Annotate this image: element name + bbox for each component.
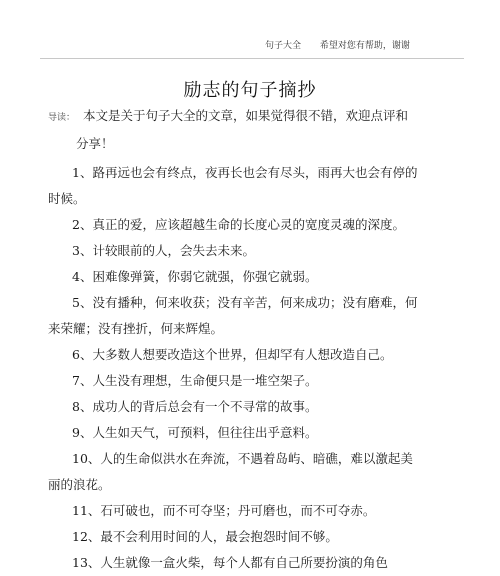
quote-item-5: 5、没有播种，何来收获；没有辛苦，何来成功；没有磨难，何来荣耀；没有挫折，何来辉煌。 [48,295,418,336]
quote-item-12: 12、最不会利用时间的人，最会抱怨时间不够。 [72,529,338,544]
quote-item-8: 8、成功人的背后总会有一个不寻常的故事。 [72,399,318,414]
quote-item-3: 3、计较眼前的人，会失去未来。 [72,243,255,258]
quote-item-13: 13、人生就像一盒火柴，每个人都有自己所要扮演的角色 [72,555,388,570]
quote-item-9: 9、人生如天气，可预料，但往往出乎意料。 [72,425,318,440]
quote-item-11: 11、石可破也，而不可夺坚；丹可磨也，而不可夺赤。 [72,503,376,518]
header-divider [40,58,464,59]
intro-text: 本文是关于句子大全的文章，如果觉得很不错，欢迎点评和分享！ [76,108,409,151]
quote-item-4: 4、困难像弹簧，你弱它就强，你强它就弱。 [72,269,318,284]
intro-label: 导读： [48,113,76,123]
intro-paragraph [48,103,420,157]
quote-item-2: 2、真正的爱，应该超越生命的长度心灵的宽度灵魂的深度。 [72,217,405,232]
header-right-text: 希望对您有帮助，谢谢 [319,41,410,51]
quote-item-1: 1、路再远也会有终点，夜再长也会有尽头，雨再大也会有停的时候。 [48,165,418,206]
quote-item-6: 6、大多数人想要改造这个世界，但却罕有人想改造自己。 [72,347,393,362]
quote-item-7: 7、人生没有理想，生命便只是一堆空架子。 [72,373,318,388]
document-body [48,103,420,576]
header-left-text: 句子大全 [265,41,302,51]
page-header [265,38,410,51]
document-title: 励志的句子摘抄 [183,80,317,101]
quote-item-10: 10、人的生命似洪水在奔流，不遇着岛屿、暗礁，难以激起美丽的浪花。 [48,451,413,492]
